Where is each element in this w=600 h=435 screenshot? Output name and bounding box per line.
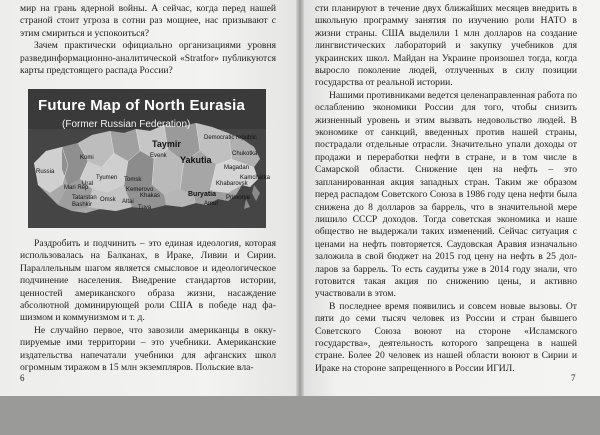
map-label: Chukotka <box>232 151 258 157</box>
map-label: Buryatia <box>188 191 217 198</box>
map-image <box>28 89 271 228</box>
map-label: Magadan <box>224 165 250 171</box>
page-number: 7 <box>571 373 576 383</box>
page-number: 6 <box>20 373 25 383</box>
map-label: Omsk <box>100 197 116 203</box>
map-label: Bashkir <box>72 202 93 208</box>
map-label: Altai <box>122 199 134 205</box>
map-label: Tyumen <box>96 175 118 181</box>
map-label: Kamchatka <box>240 175 271 181</box>
map-label: Tuva <box>138 205 152 211</box>
scan-background <box>0 396 600 435</box>
map-label: Khakas <box>140 193 161 199</box>
paragraph: Не случайно первое, что завозили американцы в оккупируемые ими территории – это учебники. Американские издательства напечатали учебники для афганских школ огромным тиражом в 15 млн экземпляров. Польские вла- <box>20 324 276 374</box>
map-label: Kemerovo <box>126 187 154 193</box>
paragraph: мир на грань ядерной войны. А сейчас, когда перед нашей страной стоит угроза в сотни раз мощнее, нас призывают с этим смириться и успокоиться? <box>20 3 276 39</box>
paragraph: сти планируют в течение двух ближайших месяцев внедрить в школьную программу занятия по изучению роли НАТО в жизни страны. США выделили 1 млн долларов на создание лингвистических лабораторий и закупку учебников для украинских школ. Майдан на Украине произошел тогда, когда выросло поколение людей, отлученных в силу позиции государства от реальной истории. <box>315 3 577 89</box>
map-label: Evenk <box>150 153 167 159</box>
paragraph: Зачем практически официально организациями уровня развединформационно-аналитической «Stratfor» публикуются карты предстоящего распада России? <box>20 40 276 77</box>
left-top-text <box>20 3 276 77</box>
map-title: Future Map of North Eurasia <box>38 97 246 114</box>
paragraph: В последнее время появились и совсем новые вызовы. От пяти до семи тысяч человек из России и стран бывшего Советского Союза воюют на стороне «Исламского государства», деятельность которого запрещена в нашей стране. Более 20 человек из нашей области воюют в Сирии и Ираке на стороне запрещенного в России ИГИЛ. <box>315 300 577 374</box>
book-gutter <box>296 0 304 435</box>
map-label: Komi <box>80 155 94 161</box>
map-label: Democratic republic <box>204 135 258 141</box>
left-bottom-text <box>20 238 276 374</box>
right-text <box>315 3 577 375</box>
paragraph: Раздробить и подчинить – это единая идеология, которая использовалась на Балканах, в Ираке, Ливии и Сирии. Параллельным шагом является смысловое и идеологическое подчинение населения. Внедрение стандартов истории, ценностей американского образа жизни, насаждение абсолютной доминирующей роли США в победе над фашизмом и коммунизмом и т. д. <box>20 238 276 324</box>
map-label: Ural <box>82 181 94 187</box>
map-label: Amur <box>204 201 219 207</box>
map-label: Russia <box>36 169 55 175</box>
map-label: Tomsk <box>124 177 142 183</box>
map-label: Tatarstan <box>72 195 97 201</box>
map-label: Yakutia <box>180 155 212 165</box>
map-label: Taymir <box>152 139 181 149</box>
right-page <box>301 0 600 435</box>
map-label: Khabarovsk <box>216 181 248 187</box>
map-subtitle: (Former Russian Federation) <box>62 119 191 130</box>
map-label: Primorye <box>226 195 251 201</box>
paragraph: Нашими противниками ведется целенаправленная работа по ослаблению экономики России для того, чтобы снизить жизненный уровень и этим вызвать недовольство людей. В экономике от санкций, введенных против нашей страны, пострадали отдельные отрасли. Значительно упали доходы от продажи и переработки нефти в стране, и в том числе в Самарской области. Снижение цен на нефть – это запланированная акция западных стран. Таким же образом перед распадом Советского Союза в 1986 году цена нефти была снижена до 8 долларов за баррель, что в значительной мере лишило СССР доходов. Тогда советская экономика и наше общество не выдержали таких изменений. Сейчас ситуация с ценами на нефть повторяется. Саудовская Аравия изначально заложила в свой бюджет на 2015 год цену на нефть в 25 долларов за баррель. То есть саудиты уже в 2014 году знали, что готовится такая акция по снижению цены, и активно участвовали в этом. <box>315 89 577 300</box>
map-label: Mari Rep <box>64 185 89 191</box>
left-page <box>0 0 299 435</box>
